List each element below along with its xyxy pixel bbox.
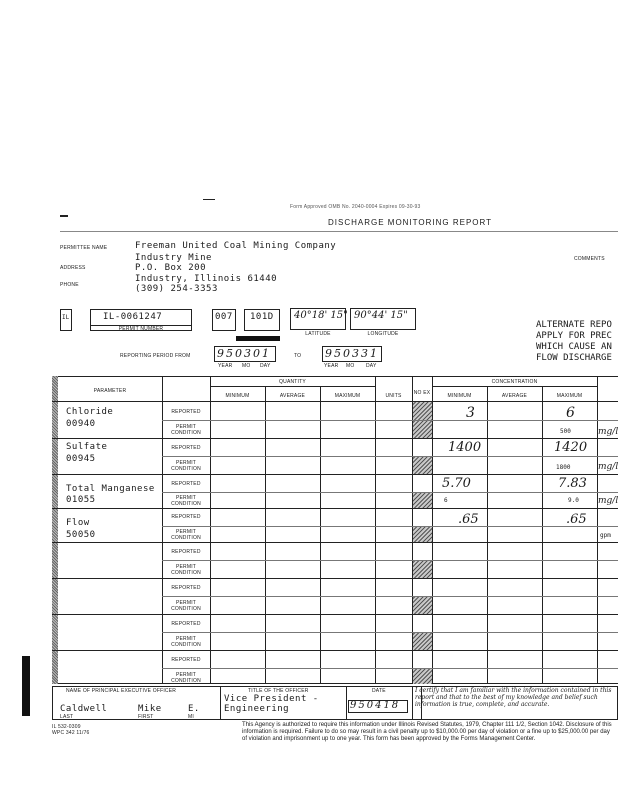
officer-title-value: Vice President - Engineering — [224, 694, 319, 714]
manganese-reported-max: 7.83 — [558, 476, 587, 491]
header-q-maximum: MAXIMUM — [334, 393, 361, 399]
manganese-permit-max: 9.0 — [568, 497, 579, 504]
header-no-ex: NO EX — [413, 390, 431, 396]
to-day-label: DAY — [366, 363, 377, 369]
param-code-chloride: 00940 — [66, 419, 96, 429]
param-code-sulfate: 00945 — [66, 454, 96, 464]
header-quantity: QUANTITY — [279, 379, 306, 385]
no-ex-hatch — [413, 527, 432, 542]
row-label-reported: REPORTED — [171, 585, 201, 591]
no-ex-hatch — [413, 669, 432, 684]
manganese-units: mg/l — [598, 496, 618, 506]
disclosure-text: This Agency is authorized to require this information under Illinois Revised Statutes, 1979, Chapter 111 1/2, Section 1042. Disclosure of this information is required. Failure to do so may result in a civil penalty up to $10,000.00 per day of violation or a fine up to $25,000.00 per day of violation and imprisonment up to one year. This form has been approved by the Forms Management Center. — [242, 722, 612, 742]
officer-title-label: TITLE OF THE OFFICER — [248, 688, 309, 694]
outfall-number: 101D — [250, 312, 274, 322]
no-ex-hatch — [413, 402, 432, 420]
latitude-value: 40°18' 15" — [294, 310, 348, 321]
certification-text: I certify that I am familiar with the information contained in this report and that to the best of my knowledge and belief such information is true, complete, and accurate. — [415, 687, 612, 708]
alternate-line: ALTERNATE REPO — [536, 320, 612, 330]
from-day-label: DAY — [260, 363, 271, 369]
permit-number-label: PERMIT NUMBER — [118, 326, 164, 332]
permittee-name: Freeman United Coal Mining Company — [135, 241, 337, 251]
row-label-permit: PERMIT CONDITION — [171, 636, 201, 648]
row-label-reported: REPORTED — [171, 409, 201, 415]
manganese-permit-min: 6 — [444, 497, 448, 504]
left-black-bar — [22, 656, 30, 716]
comments-label: COMMENTS — [574, 256, 605, 262]
form-revision: WPC 342 11/76 — [52, 730, 90, 736]
header-parameter: PARAMETER — [93, 388, 127, 394]
row-label-reported: REPORTED — [171, 445, 201, 451]
flow-units: gpm — [600, 532, 611, 539]
form-title: DISCHARGE MONITORING REPORT — [328, 218, 493, 227]
longitude-value: 90°44' 15" — [354, 310, 408, 321]
row-label-permit: PERMIT CONDITION — [171, 564, 201, 576]
last-label: LAST — [60, 714, 74, 720]
alternate-text — [536, 320, 618, 364]
no-ex-hatch — [413, 561, 432, 578]
param-name-flow: Flow — [66, 518, 90, 528]
reporting-period-label: REPORTING PERIOD FROM — [120, 353, 191, 359]
param-name-sulfate: Sulfate — [66, 442, 108, 452]
form-number: IL 532-0309 — [52, 724, 81, 730]
sulfate-units: mg/l — [598, 462, 618, 472]
no-ex-hatch — [413, 421, 432, 438]
mine-name: Industry Mine — [135, 253, 212, 263]
chloride-reported-min: 3 — [466, 405, 475, 421]
state-value: IL — [62, 314, 70, 321]
permit-number: IL-0061247 — [103, 312, 163, 322]
to-value: 950331 — [325, 347, 379, 360]
chloride-units: mg/l — [598, 427, 618, 437]
top-notice: Form Approved OMB No. 2040-0004 Expires 09-30-93 — [290, 204, 421, 210]
officer-label: NAME OF PRINCIPAL EXECUTIVE OFFICER — [66, 688, 177, 694]
header-q-units: UNITS — [385, 393, 402, 399]
scan-dash — [203, 199, 215, 200]
param-code-manganese: 01055 — [66, 495, 96, 505]
row-label-permit: PERMIT CONDITION — [171, 460, 201, 472]
header-c-average: AVERAGE — [501, 393, 528, 399]
param-name-manganese: Total Manganese — [66, 484, 155, 494]
mi-label: MI — [188, 714, 194, 720]
header-q-average: AVERAGE — [279, 393, 306, 399]
to-label: TO — [294, 353, 302, 359]
date-value: 950418 — [350, 700, 401, 711]
flow-reported-min: .65 — [458, 512, 479, 527]
chloride-permit-max: 500 — [560, 428, 571, 435]
sulfate-reported-min: 1400 — [448, 440, 482, 455]
header-q-minimum: MINIMUM — [225, 393, 250, 399]
latitude-label: LATITUDE — [305, 331, 331, 337]
officer-last-name: Caldwell — [60, 704, 108, 714]
param-name-chloride: Chloride — [66, 407, 114, 417]
no-ex-hatch — [413, 633, 432, 650]
to-year-label: YEAR — [324, 363, 339, 369]
address-label: ADDRESS — [60, 265, 86, 271]
row-label-reported: REPORTED — [171, 657, 201, 663]
row-label-reported: REPORTED — [171, 549, 201, 555]
no-ex-hatch — [413, 493, 432, 508]
sulfate-reported-max: 1420 — [554, 440, 588, 455]
monitoring-table — [52, 376, 618, 684]
phone-label: PHONE — [60, 282, 79, 288]
to-mo-label: MO — [346, 363, 355, 369]
row-label-permit: PERMIT CONDITION — [171, 672, 201, 684]
officer-first-name: Mike — [138, 704, 162, 714]
date-label: DATE — [372, 688, 386, 694]
no-ex-hatch — [413, 457, 432, 474]
row-label-permit: PERMIT CONDITION — [171, 600, 201, 612]
no-ex-hatch — [413, 597, 432, 614]
permittee-label: PERMITTEE NAME — [60, 245, 108, 251]
from-value: 950301 — [217, 347, 271, 360]
city-line: Industry, Illinois 61440 — [135, 274, 278, 284]
flow-reported-max: .65 — [566, 512, 587, 527]
alternate-line: WHICH CAUSE AN — [536, 342, 612, 352]
from-mo-label: MO — [242, 363, 251, 369]
left-hatch-strip — [52, 376, 58, 684]
header-concentration: CONCENTRATION — [491, 379, 538, 385]
chloride-reported-max: 6 — [566, 405, 575, 421]
po-box: P.O. Box 200 — [135, 263, 207, 273]
row-label-permit: PERMIT CONDITION — [171, 529, 201, 541]
black-bar — [236, 336, 280, 341]
row-label-reported: REPORTED — [171, 514, 201, 520]
param-code-flow: 50050 — [66, 530, 96, 540]
sulfate-permit-max: 1800 — [556, 464, 571, 471]
discharge-number: 007 — [215, 312, 233, 322]
officer-mi: E. — [188, 704, 200, 714]
title-rule — [60, 231, 618, 232]
row-label-reported: REPORTED — [171, 621, 201, 627]
row-label-permit: PERMIT CONDITION — [171, 424, 201, 436]
longitude-label: LONGITUDE — [367, 331, 399, 337]
first-label: FIRST — [138, 714, 154, 720]
header-c-minimum: MINIMUM — [447, 393, 472, 399]
alternate-line: FLOW DISCHARGE — [536, 353, 612, 363]
phone-value: (309) 254-3353 — [135, 284, 218, 294]
manganese-reported-min: 5.70 — [442, 476, 471, 491]
row-label-reported: REPORTED — [171, 481, 201, 487]
from-year-label: YEAR — [218, 363, 233, 369]
scan-mark — [60, 215, 68, 217]
alternate-line: APPLY FOR PREC — [536, 331, 612, 341]
row-label-permit: PERMIT CONDITION — [171, 495, 201, 507]
header-c-maximum: MAXIMUM — [556, 393, 583, 399]
